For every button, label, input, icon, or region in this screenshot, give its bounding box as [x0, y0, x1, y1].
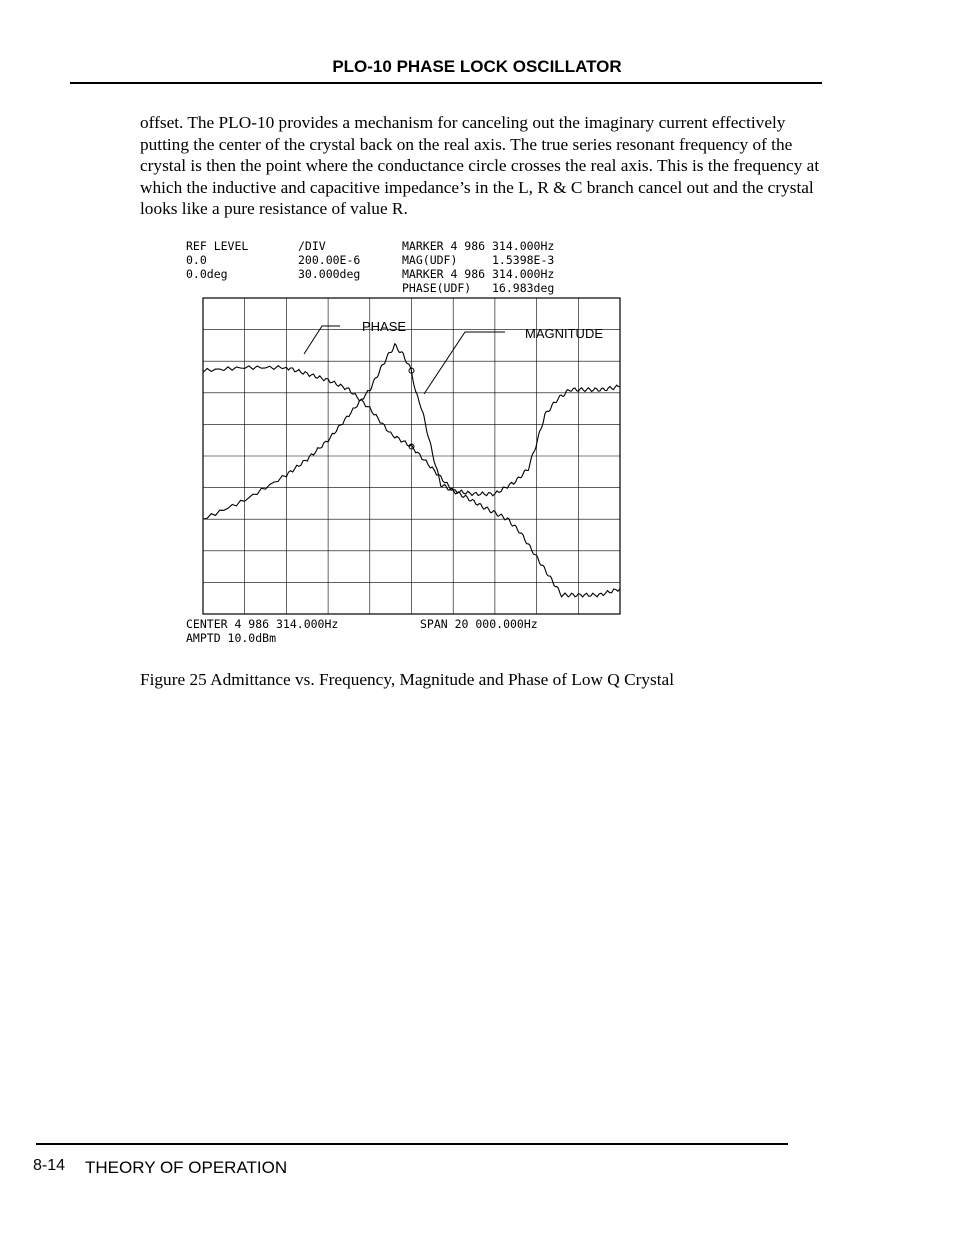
ref-level-phase: 0.0deg — [186, 267, 228, 281]
div-phase: 30.000deg — [298, 267, 361, 281]
marker-phase-readout: MARKER 4 986 314.000Hz — [402, 267, 555, 281]
mag-value-readout: MAG(UDF) 1.5398E-3 — [402, 253, 555, 267]
body-paragraph: offset. The PLO-10 provides a mechanism for canceling out the imaginary current effectively putting the center of the crystal back on the real axis. The true series resonant frequency of the crystal is then the point where the conductance circle crosses the real axis. This is the frequency at which the inductive and capacitive impedance’s in the L, R & C branch cancel out and the crystal looks like a pure resistance of value R. — [140, 113, 820, 218]
footer-section-title: THEORY OF OPERATION — [85, 1158, 288, 1177]
phase-callout-leader — [304, 326, 340, 354]
analyzer-figure — [180, 236, 630, 648]
phase-callout-label: PHASE — [362, 319, 407, 334]
div-mag: 200.00E-6 — [298, 253, 361, 267]
footer-rule — [36, 1143, 788, 1145]
span-readout: SPAN 20 000.000Hz — [420, 617, 538, 631]
ref-level-label: REF LEVEL — [186, 239, 249, 253]
page-header-title: PLO-10 PHASE LOCK OSCILLATOR — [332, 57, 622, 76]
marker-mag-readout: MARKER 4 986 314.000Hz — [402, 239, 555, 253]
div-label: /DIV — [298, 239, 326, 253]
page-number: 8-14 — [33, 1157, 66, 1174]
plot-grid — [203, 298, 620, 614]
magnitude-callout-label: MAGNITUDE — [525, 326, 603, 341]
figure-caption: Figure 25 Admittance vs. Frequency, Magnitude and Phase of Low Q Crystal — [140, 670, 675, 689]
analyzer-plot — [180, 236, 630, 648]
magnitude-callout-leader — [424, 332, 505, 394]
phase-value-readout: PHASE(UDF) 16.983deg — [402, 281, 555, 295]
center-frequency: CENTER 4 986 314.000Hz — [186, 617, 339, 631]
header-rule — [70, 82, 822, 84]
amptd-readout: AMPTD 10.0dBm — [186, 631, 277, 645]
ref-level-mag: 0.0 — [186, 253, 207, 267]
